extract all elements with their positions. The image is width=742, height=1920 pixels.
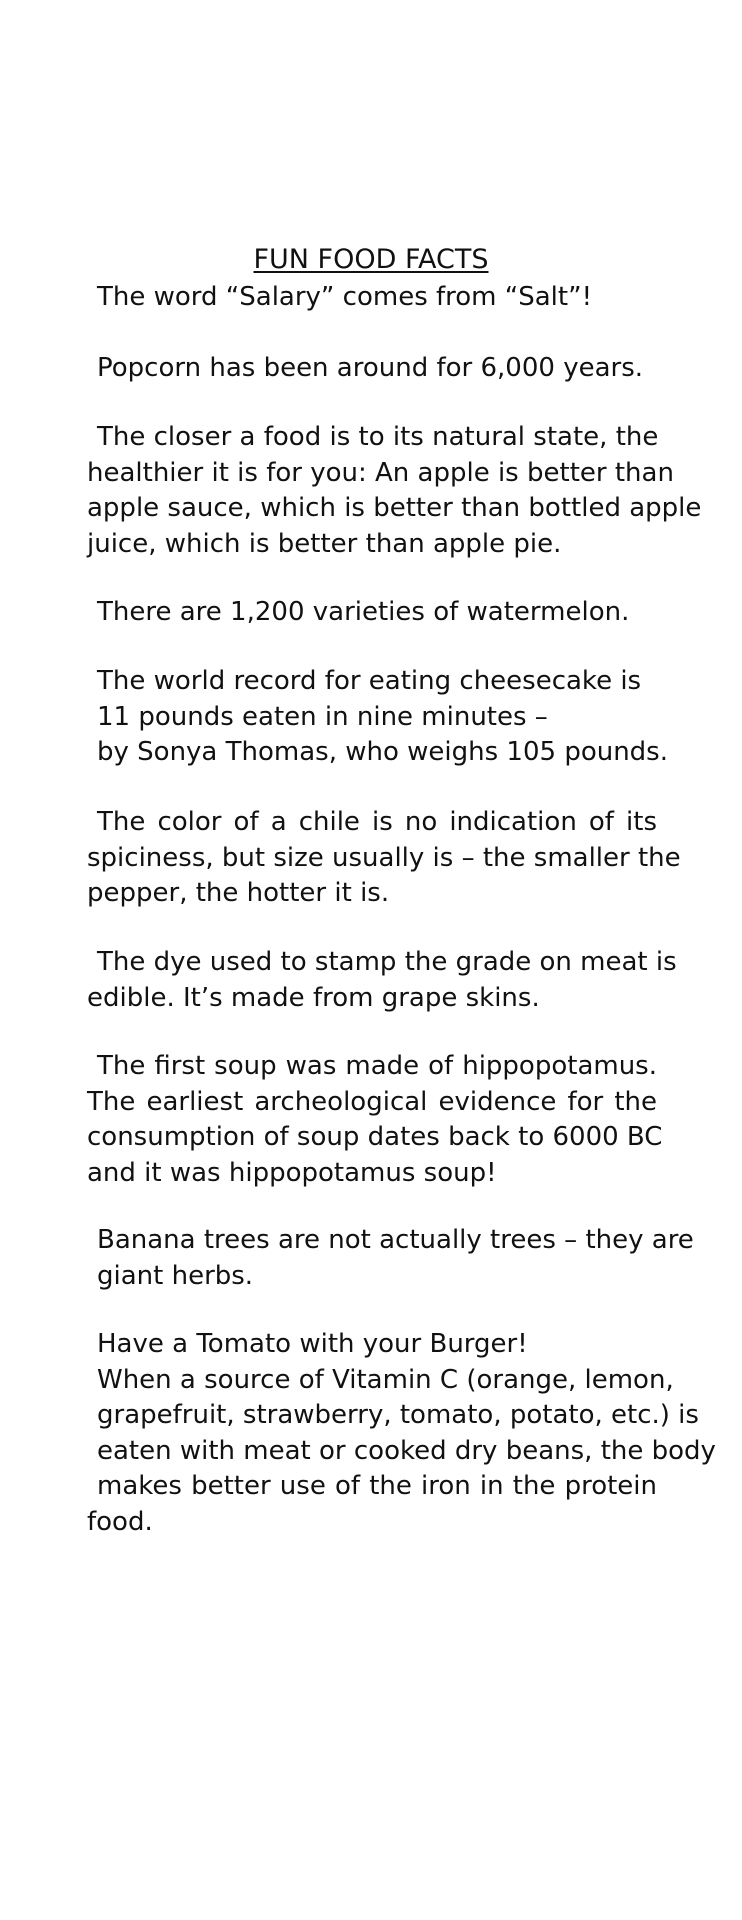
fact-line: food. (87, 1506, 153, 1537)
fact-natural-state (87, 420, 702, 562)
fact-chile (87, 805, 681, 912)
fact-line: Popcorn has been around for 6,000 years. (97, 353, 644, 383)
fact-line: There are 1,200 varieties of watermelon. (97, 597, 630, 627)
fact-line: The closer a food is to its natural state, the (97, 422, 659, 452)
fact-line: makes better use of the iron in the protein (97, 1471, 657, 1501)
fact-line: healthier it is for you: An apple is better than (87, 457, 674, 488)
fact-line: The first soup was made of hippopotamus. (97, 1051, 657, 1081)
fact-line: The dye used to stamp the grade on meat is (97, 947, 677, 977)
document-title: FUN FOOD FACTS (253, 244, 489, 275)
fact-watermelon (87, 595, 657, 631)
fact-line: giant herbs. (97, 1260, 254, 1291)
fact-line: Have a Tomato with your Burger! (97, 1329, 528, 1359)
fact-line: and it was hippopotamus soup! (87, 1157, 497, 1188)
fact-line: The world record for eating cheesecake is (97, 666, 642, 696)
fact-popcorn (87, 351, 657, 387)
fact-soup (87, 1049, 663, 1191)
fact-line: The color of a chile is no indication of its (97, 807, 657, 837)
fact-tomato-burger (87, 1327, 716, 1540)
fact-line: pepper, the hotter it is. (87, 878, 390, 908)
fact-line: apple sauce, which is better than bottled apple (87, 493, 702, 523)
fact-line: When a source of Vitamin C (orange, lemon, (97, 1364, 674, 1395)
fact-salary (87, 280, 657, 316)
fact-line: juice, which is better than apple pie. (87, 528, 562, 559)
fact-line: The earliest archeological evidence for the (87, 1086, 657, 1117)
fact-line: eaten with meat or cooked dry beans, the body (97, 1435, 716, 1466)
fact-line: 11 pounds eaten in nine minutes – (97, 701, 548, 732)
fact-line: grapefruit, strawberry, tomato, potato, etc.) is (97, 1400, 699, 1430)
fact-line: spiciness, but size usually is – the smaller the (87, 842, 681, 873)
fact-line: Banana trees are not actually trees – they are (97, 1225, 694, 1255)
fact-meat-dye (87, 945, 677, 1016)
fact-line: by Sonya Thomas, who weighs 105 pounds. (97, 737, 668, 767)
fact-cheesecake (87, 664, 668, 771)
fact-banana (87, 1223, 694, 1294)
fact-line: consumption of soup dates back to 6000 BC (87, 1122, 663, 1152)
fact-line: The word “Salary” comes from “Salt”! (97, 282, 592, 312)
fact-line: edible. It’s made from grape skins. (87, 982, 540, 1013)
